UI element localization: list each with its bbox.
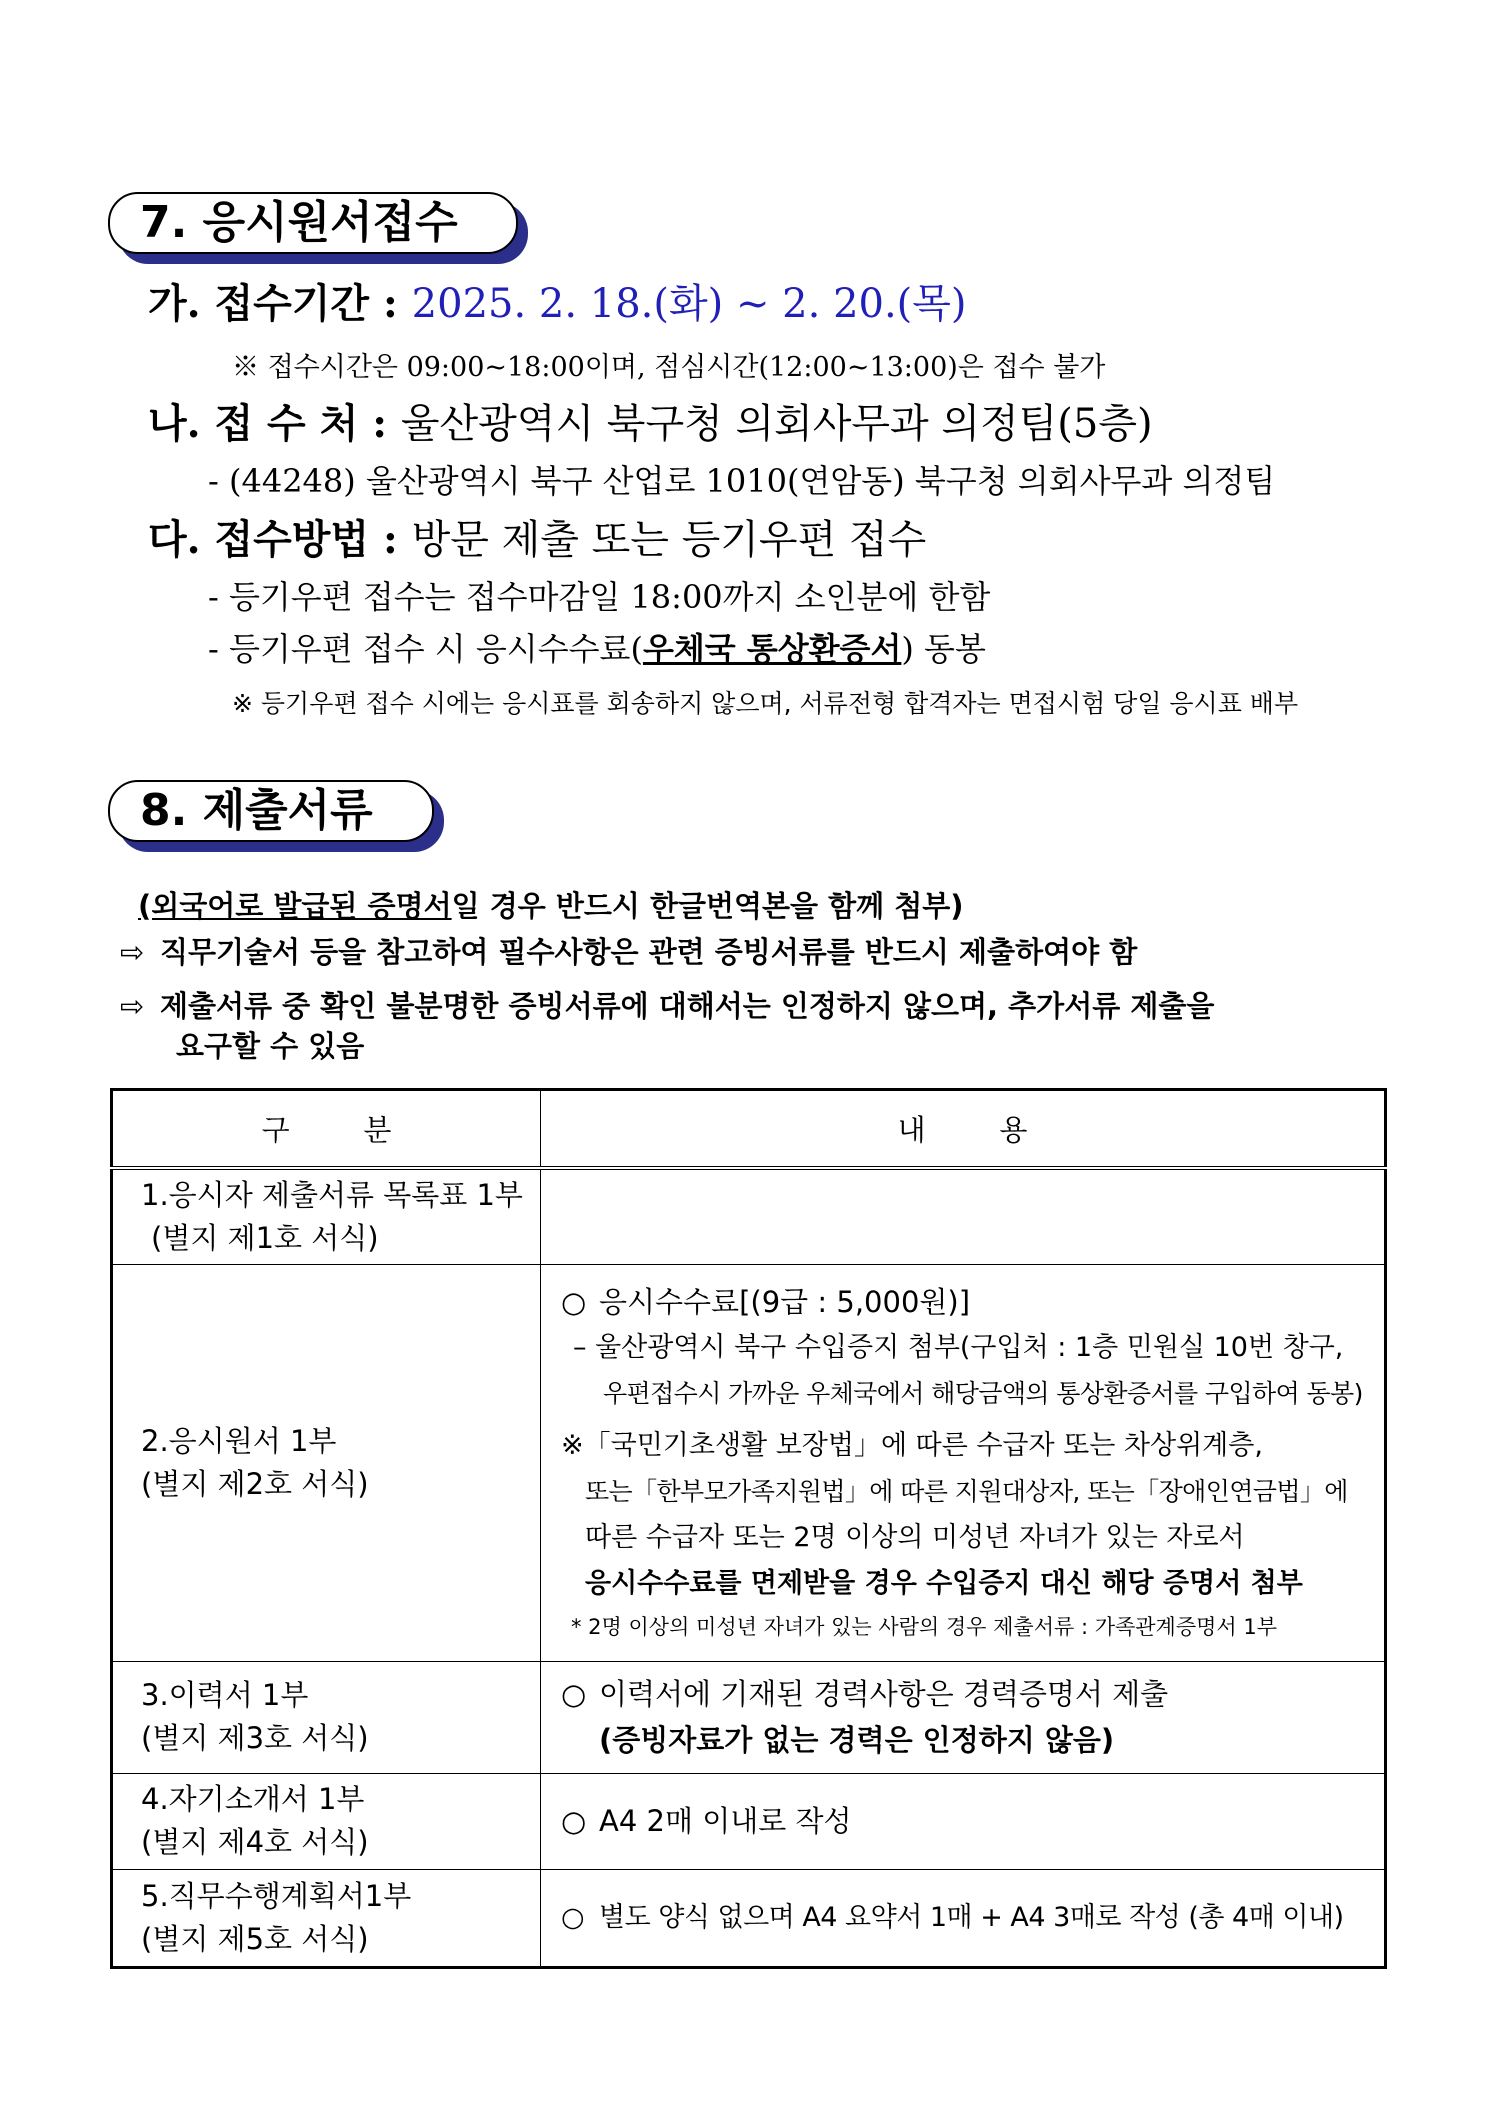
row5-cat-line2: (별지 제5호 서식) bbox=[141, 1921, 369, 1956]
period-label: 가. 접수기간 : bbox=[148, 280, 412, 327]
arrow-right-icon: ⇨ bbox=[120, 935, 145, 969]
circle-bullet-icon: ○ bbox=[561, 1677, 587, 1711]
place-label: 나. 접 수 처 : bbox=[148, 400, 401, 447]
requirement-bullet-2-cont: 요구할 수 있음 bbox=[176, 1029, 365, 1063]
row2-line2: – 울산광역시 북구 수입증지 첨부(구입처 : 1층 민원실 10번 창구, bbox=[573, 1331, 1344, 1363]
requirement-bullet-1 bbox=[120, 930, 1137, 971]
row2-line6: 따른 수급자 또는 2명 이상의 미성년 자녀가 있는 자로서 bbox=[585, 1521, 1245, 1553]
row5-text: 별도 양식 없으며 A4 요약서 1매 + A4 3매로 작성 (총 4매 이내) bbox=[599, 1901, 1344, 1933]
row2-fee-text: 응시수수료[(9급 : 5,000원)] bbox=[599, 1284, 971, 1319]
row2-line3: 우편접수시 가까운 우체국에서 해당금액의 통상환증서를 구입하여 동봉) bbox=[603, 1378, 1363, 1408]
method-item-2-underlined: 우체국 통상환증서 bbox=[642, 630, 902, 668]
row2-content bbox=[541, 1264, 1386, 1661]
table-row bbox=[112, 1773, 1386, 1869]
row3-category bbox=[112, 1661, 541, 1773]
row4-cat-line2: (별지 제4호 서식) bbox=[141, 1825, 369, 1859]
method-label: 다. 접수방법 : bbox=[148, 516, 412, 563]
row4-cat-line1: 4.자기소개서 1부 bbox=[141, 1782, 365, 1816]
row2-cat-line1: 2.응시원서 1부 bbox=[141, 1423, 337, 1458]
method-note: ※ 등기우편 접수 시에는 응시표를 회송하지 않으며, 서류전형 합격자는 면접시험 당일 응시표 배부 bbox=[232, 689, 1299, 718]
section8-header bbox=[108, 780, 434, 842]
row3-line1 bbox=[561, 1671, 1376, 1717]
row1-cat-line1: 1.응시자 제출서류 목록표 1부 bbox=[141, 1177, 523, 1212]
row2-line4: ※「국민기초생활 보장법」에 따른 수급자 또는 차상위계층, bbox=[561, 1429, 1263, 1461]
table-row bbox=[112, 1661, 1386, 1773]
method-item-2 bbox=[208, 624, 986, 670]
requirement-bullet-2 bbox=[120, 984, 1214, 1025]
header-category bbox=[112, 1090, 541, 1169]
header-content bbox=[541, 1090, 1386, 1169]
period-line bbox=[148, 272, 967, 329]
requirement-bullet-2-text: 제출서류 중 확인 불분명한 증빙서류에 대해서는 인정하지 않으며, 추가서류 제출을 bbox=[160, 989, 1215, 1023]
table-row bbox=[112, 1264, 1386, 1661]
circle-bullet-icon: ○ bbox=[561, 1901, 585, 1933]
row1-cat-line2: (별지 제1호 서식) bbox=[151, 1220, 379, 1255]
row4-text: A4 2매 이내로 작성 bbox=[599, 1804, 852, 1838]
table-row bbox=[112, 1168, 1386, 1264]
header-content-text: 내 용 bbox=[897, 1113, 1028, 1147]
header-category-text: 구 분 bbox=[261, 1113, 392, 1147]
method-item-2-pre: - 등기우편 접수 시 응시수수료( bbox=[208, 630, 643, 668]
table-header-row bbox=[112, 1090, 1386, 1169]
place-address: - (44248) 울산광역시 북구 산업로 1010(연암동) 북구청 의회사무과 의정팀 bbox=[208, 462, 1276, 500]
period-note: ※ 접수시간은 09:00~18:00이며, 점심시간(12:00~13:00)은 접수 불가 bbox=[232, 352, 1106, 383]
row3-cat-line1: 3.이력서 1부 bbox=[141, 1678, 309, 1712]
documents-table bbox=[110, 1088, 1387, 1969]
row4-content bbox=[541, 1773, 1386, 1869]
section8-title: 8. 제출서류 bbox=[108, 780, 434, 842]
arrow-right-icon: ⇨ bbox=[120, 989, 145, 1023]
foreign-doc-note-rest: 일 경우 반드시 한글번역본을 함께 첨부) bbox=[451, 889, 964, 923]
row5-content bbox=[541, 1869, 1386, 1967]
row2-line1 bbox=[561, 1279, 1376, 1325]
row2-line8: * 2명 이상의 미성년 자녀가 있는 사람의 경우 제출서류 : 가족관계증명서 1부 bbox=[571, 1614, 1278, 1639]
row5-cat-line1: 5.직무수행계획서1부 bbox=[141, 1878, 412, 1913]
table-row bbox=[112, 1869, 1386, 1967]
row2-line5: 또는「한부모가족지원법」에 따른 지원대상자, 또는「장애인연금법」에 bbox=[585, 1476, 1348, 1506]
circle-bullet-icon: ○ bbox=[561, 1284, 587, 1319]
place-value: 울산광역시 북구청 의회사무과 의정팀(5층) bbox=[400, 401, 1153, 447]
row3-cat-line2: (별지 제3호 서식) bbox=[141, 1721, 369, 1755]
circle-bullet-icon: ○ bbox=[561, 1804, 587, 1838]
row3-content bbox=[541, 1661, 1386, 1773]
row3-line2: (증빙자료가 없는 경력은 인정하지 않음) bbox=[599, 1723, 1115, 1757]
section7-title: 7. 응시원서접수 bbox=[108, 192, 518, 254]
row1-category bbox=[112, 1168, 541, 1264]
row4-line1 bbox=[561, 1798, 1376, 1844]
section7-header bbox=[108, 192, 518, 254]
method-item-1: - 등기우편 접수는 접수마감일 18:00까지 소인분에 한함 bbox=[208, 578, 991, 616]
method-value: 방문 제출 또는 등기우편 접수 bbox=[411, 517, 927, 563]
foreign-doc-note bbox=[138, 884, 964, 925]
row2-cat-line2: (별지 제2호 서식) bbox=[141, 1466, 369, 1501]
row2-category bbox=[112, 1264, 541, 1661]
row2-line7: 응시수수료를 면제받을 경우 수입증지 대신 해당 증명서 첨부 bbox=[585, 1567, 1303, 1599]
row3-text: 이력서에 기재된 경력사항은 경력증명서 제출 bbox=[599, 1677, 1169, 1711]
place-line bbox=[148, 392, 1153, 449]
period-value: 2025. 2. 18.(화) ~ 2. 20.(목) bbox=[411, 281, 967, 327]
requirement-bullet-1-text: 직무기술서 등을 참고하여 필수사항은 관련 증빙서류를 반드시 제출하여야 함 bbox=[160, 935, 1138, 969]
row5-line1 bbox=[561, 1895, 1376, 1941]
row4-category bbox=[112, 1773, 541, 1869]
method-line bbox=[148, 508, 926, 565]
foreign-doc-note-underlined: (외국어로 발급된 증명서 bbox=[138, 889, 452, 923]
row5-category bbox=[112, 1869, 541, 1967]
method-item-2-post: ) 동봉 bbox=[901, 630, 986, 668]
row1-content bbox=[541, 1168, 1386, 1264]
